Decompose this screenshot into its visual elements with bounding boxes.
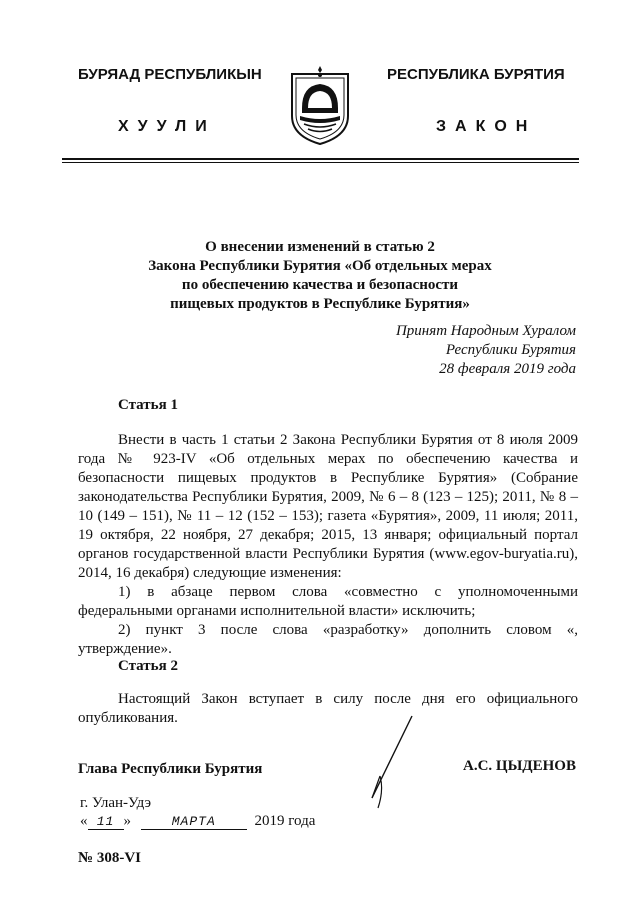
article1-paragraph: Внести в часть 1 статьи 2 Закона Республики Бурятия от 8 июля 2009 года № 923-IV «Об отдельных мерах по обеспечению качества и безопасности пищевых продуктов в Республике Бурятия» (Собрание законодательства Республики Бурятия, 2009, № 6 – 8 (123 – 125); 2011, № 8 – 10 (149 – 151), № 11 – 12 (152 – 153); газета «Бурятия», 2009, 11 июля; 2011, 19 октября, 22 ноября, 27 декабря; 2015, 13 января; официальный портал органов государственной власти Республики Бурятия (www.egov-buryatia.ru), 2014, 16 декабря) следующие изменения: [78, 432, 578, 581]
adoption-note [396, 322, 576, 379]
header-rule-thick [62, 158, 579, 160]
article1-body [78, 431, 578, 659]
article2-paragraph: Настоящий Закон вступает в силу после дня его официального опубликования. [78, 691, 578, 726]
header-left-subtitle: ХУУЛИ [118, 118, 216, 135]
date-close-quote: » [123, 813, 131, 829]
header-left-title: БУРЯАД РЕСПУБЛИКЫН [78, 66, 262, 83]
law-title-line: пищевых продуктов в Республике Бурятия» [170, 296, 470, 312]
header-right-subtitle: ЗАКОН [436, 118, 537, 135]
signatory-name: А.С. ЦЫДЕНОВ [463, 758, 576, 774]
article1-paragraph: 2) пункт 3 после слова «разработку» дополнить словом «, утверждение». [78, 622, 578, 657]
article2-heading: Статья 2 [118, 658, 178, 674]
date-year: 2019 года [254, 813, 316, 829]
law-title-line: по обеспечению качества и безопасности [181, 277, 459, 293]
date-open-quote: « [80, 813, 88, 829]
adoption-line: Принят Народным Хуралом [395, 323, 576, 339]
article1-heading: Статья 1 [118, 397, 178, 413]
date-day: 11 [88, 814, 124, 830]
place-of-signing: г. Улан-Удэ [80, 795, 152, 811]
article1-paragraph: 1) в абзаце первом слова «совместно с уполномоченными федеральными органами исполнительной власти» исключить; [78, 584, 578, 619]
adoption-line: 28 февраля 2019 года [439, 361, 576, 377]
signing-date [80, 813, 315, 830]
header-rule-thin [62, 162, 579, 163]
signatory-position: Глава Республики Бурятия [78, 761, 263, 777]
date-month: МАРТА [141, 814, 247, 830]
header-right-title: РЕСПУБЛИКА БУРЯТИЯ [387, 66, 565, 83]
adoption-line: Республики Бурятия [445, 342, 576, 358]
article2-body [78, 690, 578, 728]
law-title [120, 238, 520, 314]
law-number: № 308-VI [78, 850, 141, 866]
law-title-line: Закона Республики Бурятия «Об отдельных мерах [148, 258, 492, 274]
handwritten-signature [360, 712, 450, 812]
law-title-line: О внесении изменений в статью 2 [205, 239, 435, 255]
coat-of-arms-emblem [288, 64, 352, 148]
